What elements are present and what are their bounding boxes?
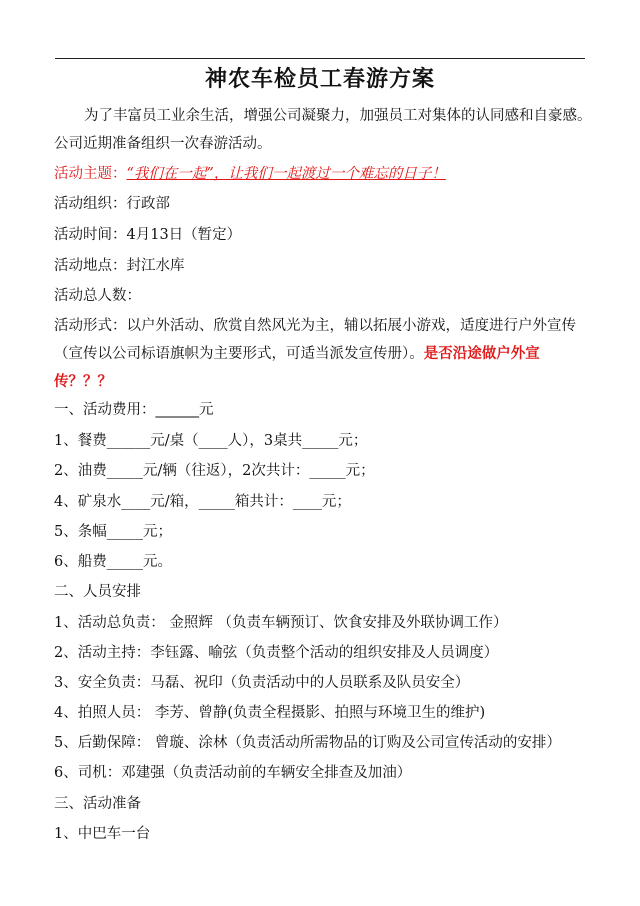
section-prep-heading: 三、活动准备 xyxy=(54,796,141,812)
cost-item: 5、条幅_____元； xyxy=(54,524,172,540)
section-staff-heading: 二、人员安排 xyxy=(54,584,141,600)
document-title: 神农车检员工春游方案 xyxy=(204,67,435,92)
form-text: 活动形式：以户外活动、欣赏自然风光为主，辅以拓展小游戏，适度进行户外宣传（宣传以公司标语旗帜为主要形式，可适当派发宣传册）。 xyxy=(54,318,576,362)
activity-organizer: 活动组织：行政部 xyxy=(54,196,170,212)
form-question: 是否沿途做户外宣传？？？ xyxy=(54,345,540,390)
staff-item: 2、活动主持：李钰露、喻弦（负责整个活动的组织安排及人员调度） xyxy=(54,645,499,661)
activity-form xyxy=(54,312,594,396)
cost-item: 1、餐费______元/桌（____人），3桌共_____元； xyxy=(54,433,368,449)
theme-text: “我们在一起”，让我们一起渡过一个难忘的日子！ xyxy=(126,166,446,182)
theme-label: 活动主题： xyxy=(54,166,127,182)
staff-item: 1、活动总负责： 金照辉 （负责车辆预订、饮食安排及外联协调工作） xyxy=(54,615,508,631)
intro-paragraph: 为了丰富员工业余生活，增强公司凝聚力，加强员工对集体的认同感和自豪感。公司近期准备组织一次春游活动。 xyxy=(54,108,592,152)
section-cost-heading: 一、活动费用：______元 xyxy=(54,402,214,418)
staff-item: 4、拍照人员： 李芳、曾静(负责全程摄影、拍照与环境卫生的维护) xyxy=(54,705,486,721)
activity-location: 活动地点：封江水库 xyxy=(54,258,185,274)
cost-item: 4、矿泉水____元/箱，_____箱共计：____元； xyxy=(54,494,351,510)
staff-item: 5、后勤保障： 曾璇、涂林（负责活动所需物品的订购及公司宣传活动的安排） xyxy=(54,735,561,751)
top-rule xyxy=(55,58,585,59)
staff-item: 6、司机：邓建强（负责活动前的车辆安全排查及加油） xyxy=(54,765,412,781)
cost-item: 2、油费_____元/辆（往返），2次共计：_____元； xyxy=(54,463,375,479)
activity-theme xyxy=(54,164,594,184)
cost-item: 6、船费_____元。 xyxy=(54,554,172,570)
prep-item: 1、中巴车一台 xyxy=(54,826,151,842)
staff-item: 3、安全负责：马磊、祝印（负责活动中的人员联系及队员安全） xyxy=(54,675,470,691)
activity-time: 活动时间：4月13日（暂定） xyxy=(54,227,242,243)
activity-total-people: 活动总人数： xyxy=(54,288,141,304)
